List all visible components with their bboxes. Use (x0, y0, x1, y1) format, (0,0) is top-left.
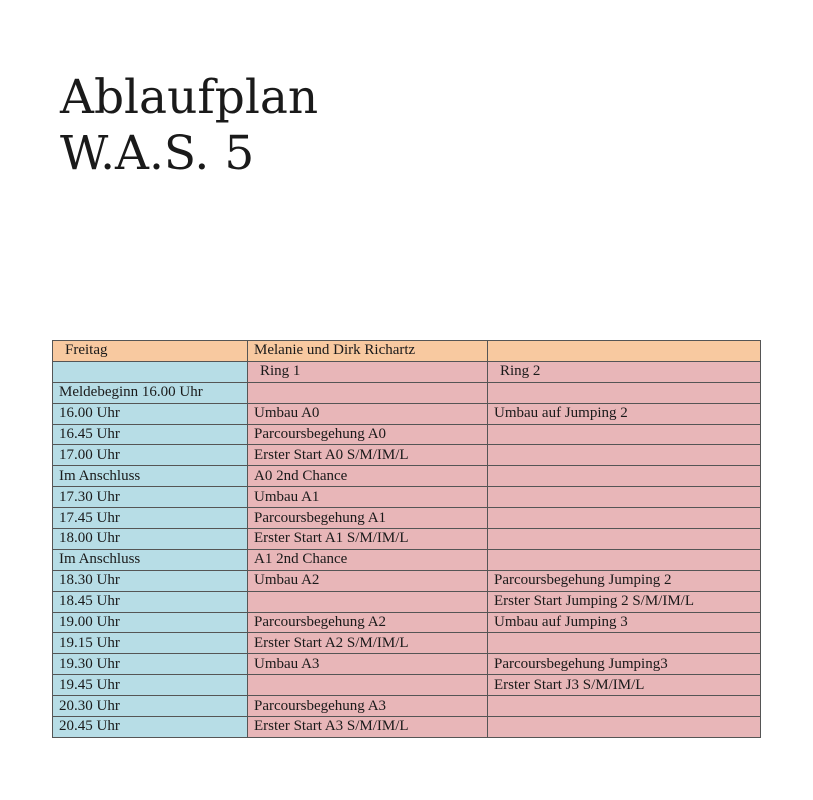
ring1-cell: A0 2nd Chance (248, 466, 488, 487)
table-row (53, 717, 761, 738)
table-row (53, 424, 761, 445)
subheader-ring1-cell: Ring 1 (248, 361, 488, 382)
title-line-1: Ablaufplan (60, 70, 319, 125)
time-cell: 20.30 Uhr (53, 696, 248, 717)
table-row (53, 654, 761, 675)
ring1-cell: Erster Start A1 S/M/IM/L (248, 529, 488, 550)
ring2-cell: Parcoursbegehung Jumping 2 (488, 570, 761, 591)
ring2-cell (488, 549, 761, 570)
ring1-cell (248, 591, 488, 612)
title-line-2: W.A.S. 5 (60, 126, 255, 181)
table-row (53, 382, 761, 403)
table-row (53, 549, 761, 570)
time-cell: 19.30 Uhr (53, 654, 248, 675)
ring1-cell: Erster Start A0 S/M/IM/L (248, 445, 488, 466)
ring1-cell: Umbau A0 (248, 403, 488, 424)
ring1-cell: Erster Start A2 S/M/IM/L (248, 633, 488, 654)
ring1-cell: Parcoursbegehung A2 (248, 612, 488, 633)
ring1-cell: Umbau A2 (248, 570, 488, 591)
header-day-cell: Freitag (53, 341, 248, 362)
ring1-cell: Parcoursbegehung A3 (248, 696, 488, 717)
subheader-ring2-cell: Ring 2 (488, 361, 761, 382)
ring2-cell: Parcoursbegehung Jumping3 (488, 654, 761, 675)
ring1-cell: Umbau A1 (248, 487, 488, 508)
time-cell: Meldebeginn 16.00 Uhr (53, 382, 248, 403)
ring2-cell (488, 487, 761, 508)
ring2-cell (488, 382, 761, 403)
schedule-table (52, 340, 761, 738)
time-cell: Im Anschluss (53, 466, 248, 487)
table-row (53, 508, 761, 529)
table-row (53, 487, 761, 508)
table-row (53, 696, 761, 717)
time-cell: Im Anschluss (53, 549, 248, 570)
ring2-cell (488, 466, 761, 487)
time-cell: 17.45 Uhr (53, 508, 248, 529)
ring2-cell (488, 424, 761, 445)
table-header-row (53, 341, 761, 362)
header-empty-cell (488, 341, 761, 362)
table-row (53, 612, 761, 633)
ring2-cell: Umbau auf Jumping 3 (488, 612, 761, 633)
time-cell: 18.30 Uhr (53, 570, 248, 591)
ring1-cell: Parcoursbegehung A0 (248, 424, 488, 445)
table-row (53, 403, 761, 424)
time-cell: 19.15 Uhr (53, 633, 248, 654)
ring2-cell: Erster Start J3 S/M/IM/L (488, 675, 761, 696)
ring2-cell (488, 717, 761, 738)
ring1-cell: Parcoursbegehung A1 (248, 508, 488, 529)
table-row (53, 633, 761, 654)
table-row (53, 570, 761, 591)
schedule-table-body (53, 341, 761, 738)
ring1-cell: Erster Start A3 S/M/IM/L (248, 717, 488, 738)
time-cell: 19.45 Uhr (53, 675, 248, 696)
ring2-cell (488, 633, 761, 654)
time-cell: 18.45 Uhr (53, 591, 248, 612)
header-judges-cell: Melanie und Dirk Richartz (248, 341, 488, 362)
time-cell: 17.30 Uhr (53, 487, 248, 508)
time-cell: 18.00 Uhr (53, 529, 248, 550)
ring2-cell: Umbau auf Jumping 2 (488, 403, 761, 424)
ring1-cell (248, 382, 488, 403)
ring1-cell: A1 2nd Chance (248, 549, 488, 570)
table-row (53, 675, 761, 696)
ring1-cell (248, 675, 488, 696)
table-row (53, 466, 761, 487)
time-cell: 19.00 Uhr (53, 612, 248, 633)
time-cell: 20.45 Uhr (53, 717, 248, 738)
ring2-cell (488, 445, 761, 466)
ring2-cell (488, 529, 761, 550)
ring2-cell (488, 696, 761, 717)
ring2-cell: Erster Start Jumping 2 S/M/IM/L (488, 591, 761, 612)
ring2-cell (488, 508, 761, 529)
table-row (53, 591, 761, 612)
table-row (53, 529, 761, 550)
time-cell: 17.00 Uhr (53, 445, 248, 466)
subheader-time-cell (53, 361, 248, 382)
ring1-cell: Umbau A3 (248, 654, 488, 675)
page-title (60, 70, 318, 182)
time-cell: 16.45 Uhr (53, 424, 248, 445)
time-cell: 16.00 Uhr (53, 403, 248, 424)
table-subheader-row (53, 361, 761, 382)
table-row (53, 445, 761, 466)
